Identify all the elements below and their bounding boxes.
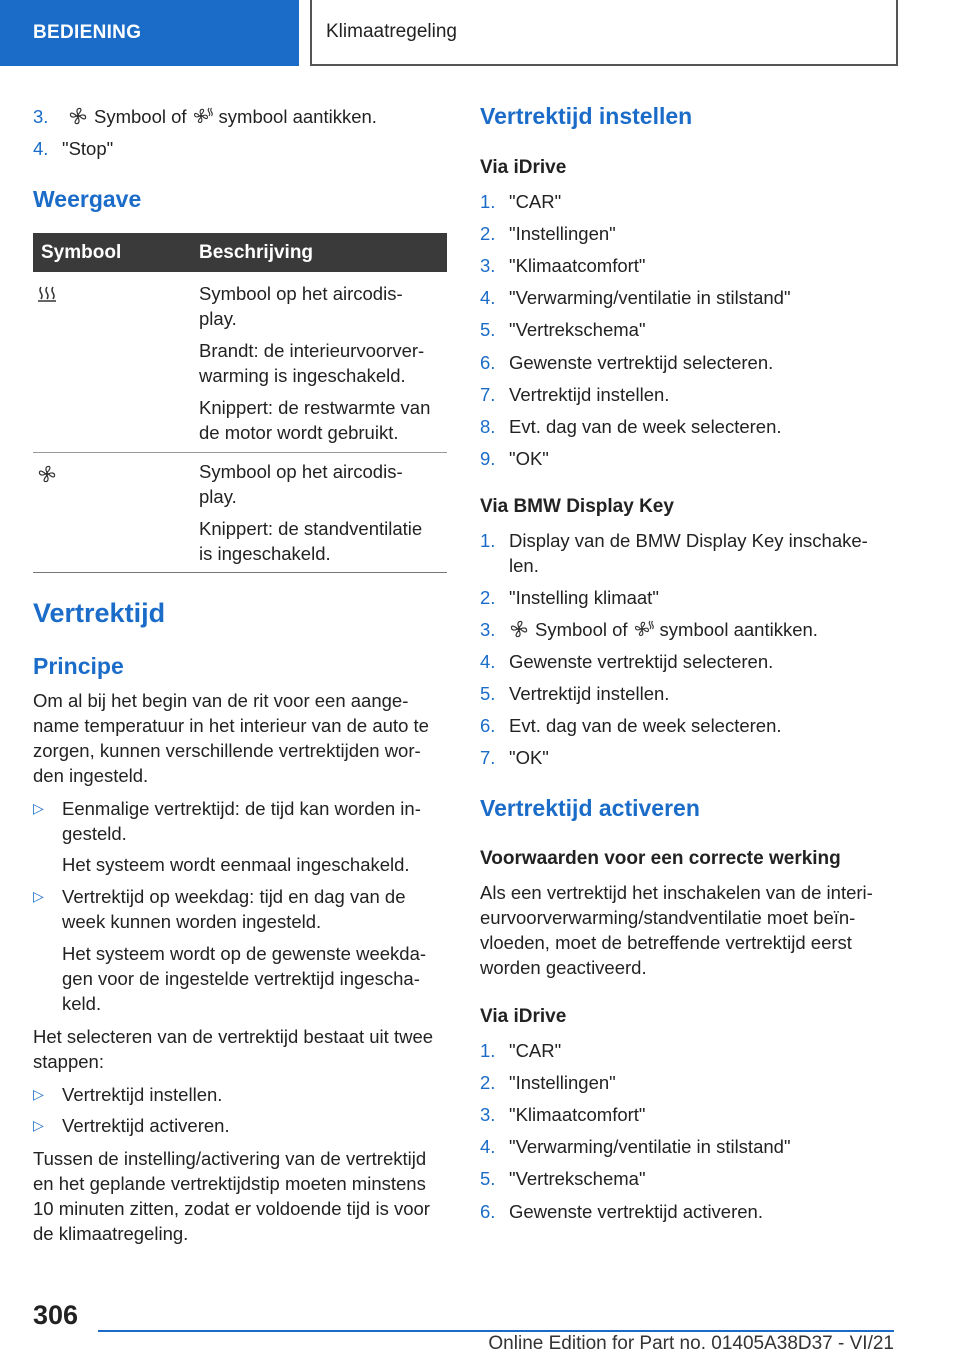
triangle-bullet-icon: ▷ xyxy=(33,1117,44,1133)
step-number: 7. xyxy=(480,747,496,768)
step-text: Display van de BMW Display Key inschake- len. xyxy=(509,530,868,576)
triangle-bullet-icon: ▷ xyxy=(33,1086,44,1102)
step-number: 4. xyxy=(33,138,49,159)
triangle-bullet-icon: ▷ xyxy=(33,888,44,904)
bullet-text: Vertrektijd instellen. xyxy=(62,1084,223,1105)
page-number: 306 xyxy=(33,1300,79,1330)
table-cell-desc: Brandt: de interieurvoorver- warming is ingeschakeld. xyxy=(199,340,425,386)
table-col-symbool: Symbool xyxy=(41,242,122,263)
table-cell-desc: Knippert: de standventilatie is ingeschakeld. xyxy=(199,518,423,564)
step-text: symbool aantikken. xyxy=(218,106,377,127)
instellen-heading: Vertrektijd instellen xyxy=(480,103,693,129)
step-text: "OK" xyxy=(509,447,549,469)
table-cell-desc: Knippert: de restwarmte van de motor wordt gebruikt. xyxy=(199,397,431,443)
step-number: 3. xyxy=(480,619,496,640)
chapter-tab xyxy=(310,0,898,66)
table-col-beschrijving: Beschrijving xyxy=(199,242,314,263)
step-text: Evt. dag van de week selecteren. xyxy=(509,415,782,437)
step-text: "Instelling klimaat" xyxy=(509,587,659,608)
footer-rule xyxy=(98,1330,894,1332)
step-text: Vertrektijd instellen. xyxy=(509,383,670,405)
step-text: "Instellingen" xyxy=(509,1072,616,1094)
step-text: Symbool of xyxy=(535,619,628,640)
step-text: "Instellingen" xyxy=(509,223,616,245)
section-label: BEDIENING xyxy=(33,22,142,43)
step-number: 5. xyxy=(480,1168,496,1190)
table-cell-desc: Symbool op het aircodis- play. xyxy=(199,461,403,507)
step-number: 2. xyxy=(480,1072,496,1094)
step-text: "Vertrekschema" xyxy=(509,1168,646,1190)
step-text: "Verwarming/ventilatie in stilstand" xyxy=(509,1136,791,1158)
voorwaarden-text: Als een vertrektijd het inschakelen van de interi- eurvoorverwarming/standventilatie moet beïn- vloeden, moet de betreffende vertrektijd eerst worden geactiveerd. xyxy=(480,882,873,978)
fan-icon xyxy=(37,464,57,484)
step-text: "OK" xyxy=(509,747,549,768)
step-number: 6. xyxy=(480,715,496,736)
triangle-bullet-icon: ▷ xyxy=(33,800,44,816)
principe-heading: Principe xyxy=(33,653,124,679)
step-number: 3. xyxy=(33,106,49,127)
step-number: 4. xyxy=(480,1136,496,1158)
bullet-text: Vertrektijd op weekdag: tijd en dag van de week kunnen worden ingesteld. xyxy=(62,886,406,932)
step-number: 9. xyxy=(480,447,496,469)
fan-heat-icon xyxy=(193,106,213,126)
fan-icon xyxy=(68,106,88,126)
step-text: Evt. dag van de week selecteren. xyxy=(509,715,782,736)
step-text: "Stop" xyxy=(62,138,114,159)
section-tab xyxy=(0,0,299,66)
tussen-text: Tussen de instelling/activering van de vertrektijd en het geplande vertrektijdstip moeten minstens 10 minuten zitten, zodat er voldoende tijd is voor de klimaatregeling. xyxy=(33,1148,430,1244)
step-text: "CAR" xyxy=(509,1040,562,1061)
step-number: 1. xyxy=(480,1040,496,1061)
bullet-text: Eenmalige vertrektijd: de tijd kan worden in- gesteld. xyxy=(62,798,421,844)
step-number: 5. xyxy=(480,319,496,341)
step-number: 3. xyxy=(480,1104,496,1126)
via-idrive2-heading: Via iDrive xyxy=(480,1006,567,1027)
fan-icon xyxy=(509,619,529,639)
step-number: 2. xyxy=(480,587,496,608)
via-idrive-heading: Via iDrive xyxy=(480,157,567,178)
step-text: Gewenste vertrektijd activeren. xyxy=(509,1200,763,1222)
step-number: 4. xyxy=(480,651,496,672)
step-number: 2. xyxy=(480,223,496,245)
step-text: Gewenste vertrektijd selecteren. xyxy=(509,651,774,672)
voorwaarden-heading: Voorwaarden voor een correcte werking xyxy=(480,848,841,869)
step-text: "Vertrekschema" xyxy=(509,319,646,341)
edition-label: Online Edition for Part no. 01405A38D37 - VI/21 xyxy=(488,1333,894,1354)
bullet-text: Vertrektijd activeren. xyxy=(62,1115,230,1136)
heating-icon xyxy=(37,284,57,304)
step-number: 5. xyxy=(480,683,496,704)
step-number: 8. xyxy=(480,415,496,437)
step-text: Vertrektijd instellen. xyxy=(509,683,670,704)
selecteren-text: Het selecteren van de vertrektijd bestaat uit twee stappen: xyxy=(33,1026,434,1072)
bullet-subtext: Het systeem wordt op de gewenste weekda- gen voor de ingestelde vertrektijd ingescha- keld. xyxy=(62,943,427,1014)
step-text: "Klimaatcomfort" xyxy=(509,1104,646,1126)
table-divider xyxy=(33,452,447,453)
bullet-subtext: Het systeem wordt eenmaal ingeschakeld. xyxy=(62,854,410,875)
weergave-heading: Weergave xyxy=(33,186,142,212)
via-key-heading: Via BMW Display Key xyxy=(480,496,674,517)
step-text: Symbool of xyxy=(94,106,187,127)
vertrektijd-heading: Vertrektijd xyxy=(33,598,166,628)
step-number: 1. xyxy=(480,530,496,551)
step-number: 4. xyxy=(480,287,496,309)
chapter-label: Klimaatregeling xyxy=(326,21,457,42)
step-number: 3. xyxy=(480,255,496,277)
step-number: 6. xyxy=(480,351,496,373)
step-text: symbool aantikken. xyxy=(659,619,818,640)
step-text: Gewenste vertrektijd selecteren. xyxy=(509,351,774,373)
table-cell-desc: Symbool op het aircodis- play. xyxy=(199,283,403,329)
step-text: "Verwarming/ventilatie in stilstand" xyxy=(509,287,791,309)
step-text: "CAR" xyxy=(509,191,562,212)
step-number: 1. xyxy=(480,191,496,212)
table-header xyxy=(33,233,447,272)
step-number: 7. xyxy=(480,383,496,405)
principe-text: Om al bij het begin van de rit voor een aange- name temperatuur in het interieur van de auto te zorgen, kunnen verschillende vertrektijden wor- den ingesteld. xyxy=(33,690,429,786)
activeren-heading: Vertrektijd activeren xyxy=(480,795,700,821)
step-text: "Klimaatcomfort" xyxy=(509,255,646,277)
fan-heat-icon xyxy=(634,619,654,639)
step-number: 6. xyxy=(480,1200,496,1222)
table-divider xyxy=(33,572,447,573)
